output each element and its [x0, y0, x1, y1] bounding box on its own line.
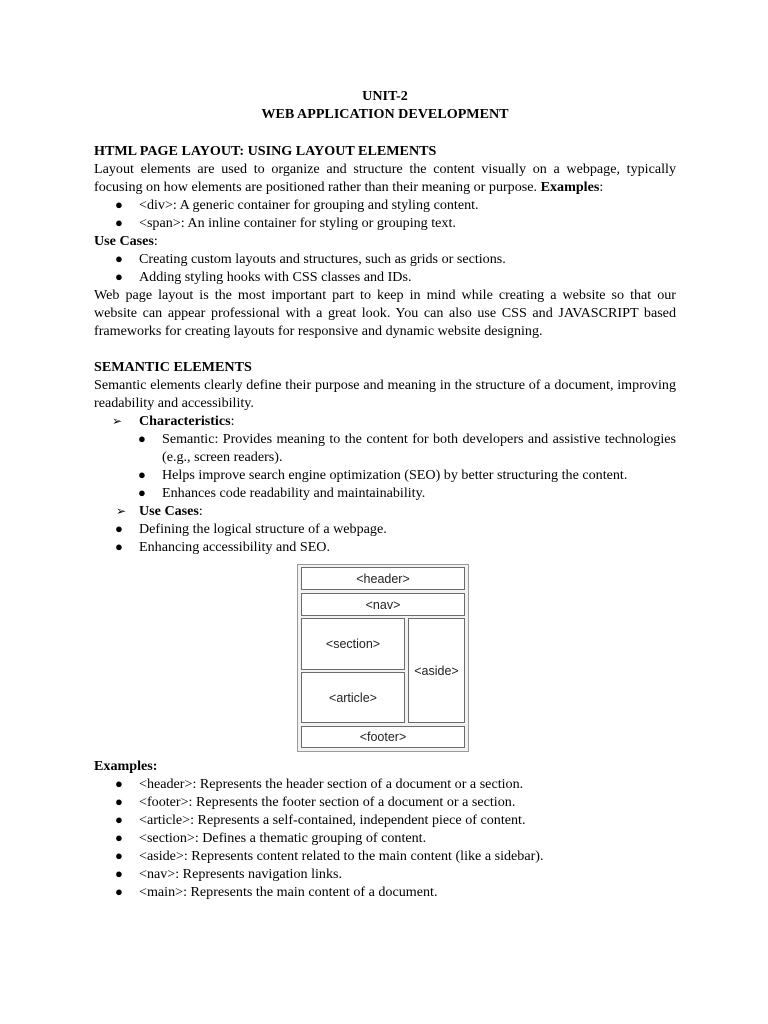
diagram-footer-label: <footer> [359, 730, 407, 744]
semantic-example-text: <main>: Represents the main content of a document. [139, 884, 438, 900]
bullet-icon: ● [115, 251, 123, 266]
layout-example-text: <span>: An inline container for styling or grouping text. [139, 215, 456, 231]
unit-title: UNIT-2 [362, 88, 408, 104]
layout-intro [94, 160, 676, 196]
document-page [94, 87, 676, 901]
semantic-use-case-text: Defining the logical structure of a webpage. [139, 521, 387, 537]
list-item [94, 466, 676, 484]
layout-paragraph: Web page layout is the most important part to keep in mind while creating a website so that our website can appear professional with a great look. You can also use CSS and JAVASCRIPT based frameworks for creating layouts for responsive and dynamic website designing. [94, 287, 676, 339]
list-item [94, 775, 676, 793]
characteristic-text: Enhances code readability and maintainability. [162, 485, 426, 501]
semantic-use-cases-colon: : [198, 503, 203, 519]
semantic-example-text: <section>: Defines a thematic grouping of content. [139, 830, 427, 846]
list-item [94, 268, 676, 286]
list-item [94, 883, 676, 901]
characteristic-text: Semantic: Provides meaning to the content for both developers and assistive technologies (e.g., screen readers). [162, 431, 676, 465]
list-item [94, 538, 676, 556]
semantic-example-text: <header>: Represents the header section of a document or a section. [139, 776, 524, 792]
bullet-icon: ● [115, 539, 123, 554]
bullet-icon: ● [115, 866, 123, 881]
list-item [94, 196, 676, 214]
list-item [94, 829, 676, 847]
characteristics-line [94, 412, 676, 430]
diagram-section-label: <section> [325, 637, 381, 651]
layout-examples-label: Examples [540, 179, 600, 195]
list-item [94, 793, 676, 811]
semantic-intro: Semantic elements clearly define their purpose and meaning in the structure of a document, improving readability and accessibility. [94, 377, 676, 411]
diagram-nav-label: <nav> [365, 597, 401, 612]
arrowhead-bullet-icon: ➢ [112, 414, 123, 428]
semantic-heading: SEMANTIC ELEMENTS [94, 359, 252, 375]
bullet-icon: ● [115, 830, 123, 845]
bullet-icon: ● [115, 269, 123, 284]
semantic-example-text: <nav>: Represents navigation links. [139, 866, 342, 882]
characteristics-label: Characteristics [139, 413, 231, 429]
arrowhead-bullet-icon: ➢ [116, 504, 127, 518]
diagram-header-label: <header> [356, 571, 410, 586]
characteristics-colon: : [230, 413, 235, 429]
bullet-icon: ● [115, 848, 123, 863]
list-item [94, 811, 676, 829]
diagram-article-box [301, 672, 405, 723]
layout-use-cases-label: Use Cases [94, 233, 154, 249]
layout-intro-text: Layout elements are used to organize and structure the content visually on a webpage, typically focusing on how elements are positioned rather than their meaning or purpose. [94, 161, 676, 195]
diagram-section-box [301, 618, 405, 670]
list-item [94, 430, 676, 466]
diagram-aside-box [408, 618, 465, 723]
semantic-use-cases-list [94, 520, 676, 556]
semantic-example-text: <aside>: Represents content related to the main content (like a sidebar). [139, 848, 544, 864]
list-item [94, 847, 676, 865]
list-item [94, 250, 676, 268]
bullet-icon: ● [138, 485, 146, 500]
semantic-layout-diagram [297, 564, 469, 752]
semantic-use-cases-line [94, 502, 676, 520]
semantic-examples-list [94, 775, 676, 901]
list-item [94, 865, 676, 883]
diagram-footer-box [301, 726, 465, 748]
bullet-icon: ● [115, 215, 123, 230]
characteristic-text: Helps improve search engine optimization (SEO) by better structuring the content. [162, 467, 628, 483]
bullet-icon: ● [115, 884, 123, 899]
bullet-icon: ● [115, 794, 123, 809]
layout-use-case-text: Adding styling hooks with CSS classes and IDs. [139, 269, 412, 285]
semantic-example-text: <footer>: Represents the footer section of a document or a section. [139, 794, 516, 810]
layout-use-case-text: Creating custom layouts and structures, such as grids or sections. [139, 251, 506, 267]
diagram-nav-box [301, 593, 465, 616]
semantic-use-case-text: Enhancing accessibility and SEO. [139, 539, 331, 555]
diagram-article-label: <article> [329, 690, 377, 705]
layout-heading: HTML PAGE LAYOUT: USING LAYOUT ELEMENTS [94, 143, 437, 159]
layout-examples-colon: : [599, 179, 604, 195]
diagram-aside-label: <aside> [414, 663, 459, 678]
semantic-use-cases-label: Use Cases [139, 503, 199, 519]
bullet-icon: ● [115, 776, 123, 791]
layout-use-cases-list [94, 250, 676, 286]
diagram-header-box [301, 567, 465, 590]
semantic-example-text: <article>: Represents a self-contained, independent piece of content. [139, 812, 526, 828]
bullet-icon: ● [138, 467, 146, 482]
characteristics-list [94, 430, 676, 502]
semantic-examples-label: Examples: [94, 758, 158, 774]
bullet-icon: ● [138, 431, 146, 446]
layout-example-text: <div>: A generic container for grouping and styling content. [139, 197, 479, 213]
course-title: WEB APPLICATION DEVELOPMENT [261, 106, 509, 122]
bullet-icon: ● [115, 812, 123, 827]
layout-use-cases-colon: : [153, 233, 158, 249]
list-item [94, 484, 676, 502]
layout-examples-list [94, 196, 676, 232]
list-item [94, 520, 676, 538]
layout-use-cases-line [94, 232, 676, 250]
list-item [94, 214, 676, 232]
bullet-icon: ● [115, 197, 123, 212]
bullet-icon: ● [115, 521, 123, 536]
